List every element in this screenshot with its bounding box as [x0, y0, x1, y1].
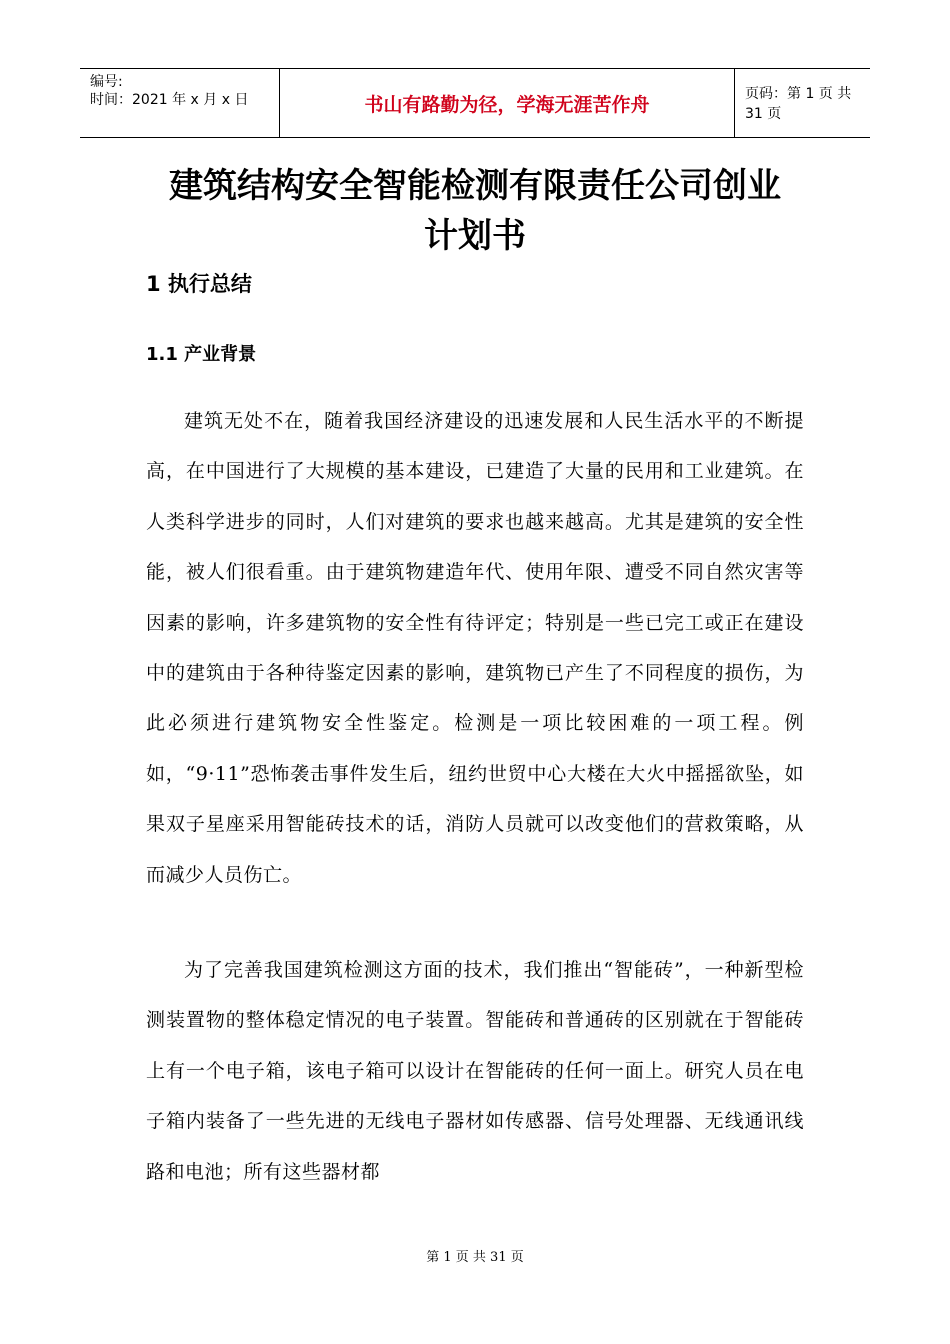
- section-heading-executive-summary: 1 执行总结: [146, 272, 252, 296]
- document-time-label: 时间：2021 年 x 月 x 日: [90, 92, 249, 108]
- body-paragraph-1: 建筑无处不在，随着我国经济建设的迅速发展和人民生活水平的不断提高，在中国进行了大规模的基本建设，已建造了大量的民用和工业建筑。在人类科学进步的同时，人们对建筑的要求也越来越高。尤其是建筑的安全性能，被人们很看重。由于建筑物建造年代、使用年限、遭受不同自然灾害等因素的影响，许多建筑物的安全性有待评定；特别是一些已完工或正在建设中的建筑由于各种待鉴定因素的影响，建筑物已产生了不同程度的损伤，为此必须进行建筑物安全性鉴定。检测是一项比较困难的一项工程。例如，“9·11”恐怖袭击事件发生后，纽约世贸中心大楼在大火中摇摇欲坠，如果双子星座采用智能砖技术的话，消防人员就可以改变他们的营救策略，从而减少人员伤亡。: [146, 410, 804, 886]
- header-meta: [80, 69, 280, 137]
- document-title-line-1: 建筑结构安全智能检测有限责任公司创业: [169, 166, 781, 206]
- document-header: [80, 68, 870, 138]
- body-paragraph-2: 为了完善我国建筑检测这方面的技术，我们推出“智能砖”，一种新型检测装置物的整体稳定情况的电子装置。智能砖和普通砖的区别就在于智能砖上有一个电子箱，该电子箱可以设计在智能砖的任何一面上。研究人员在电子箱内装备了一些先进的无线电子器材如传感器、信号处理器、无线通讯线路和电池；所有这些器材都: [146, 959, 804, 1183]
- document-title-line-2: 计划书: [424, 216, 526, 256]
- header-motto: 书山有路勤为径，学海无涯苦作舟: [280, 69, 735, 137]
- page-footer: 第 1 页 共 31 页: [426, 1250, 524, 1265]
- subsection-heading-industry-background: 1.1 产业背景: [146, 344, 257, 365]
- document-number-label: 编号:: [90, 74, 123, 90]
- header-page-info: 页码：第 1 页 共 31 页: [745, 86, 852, 122]
